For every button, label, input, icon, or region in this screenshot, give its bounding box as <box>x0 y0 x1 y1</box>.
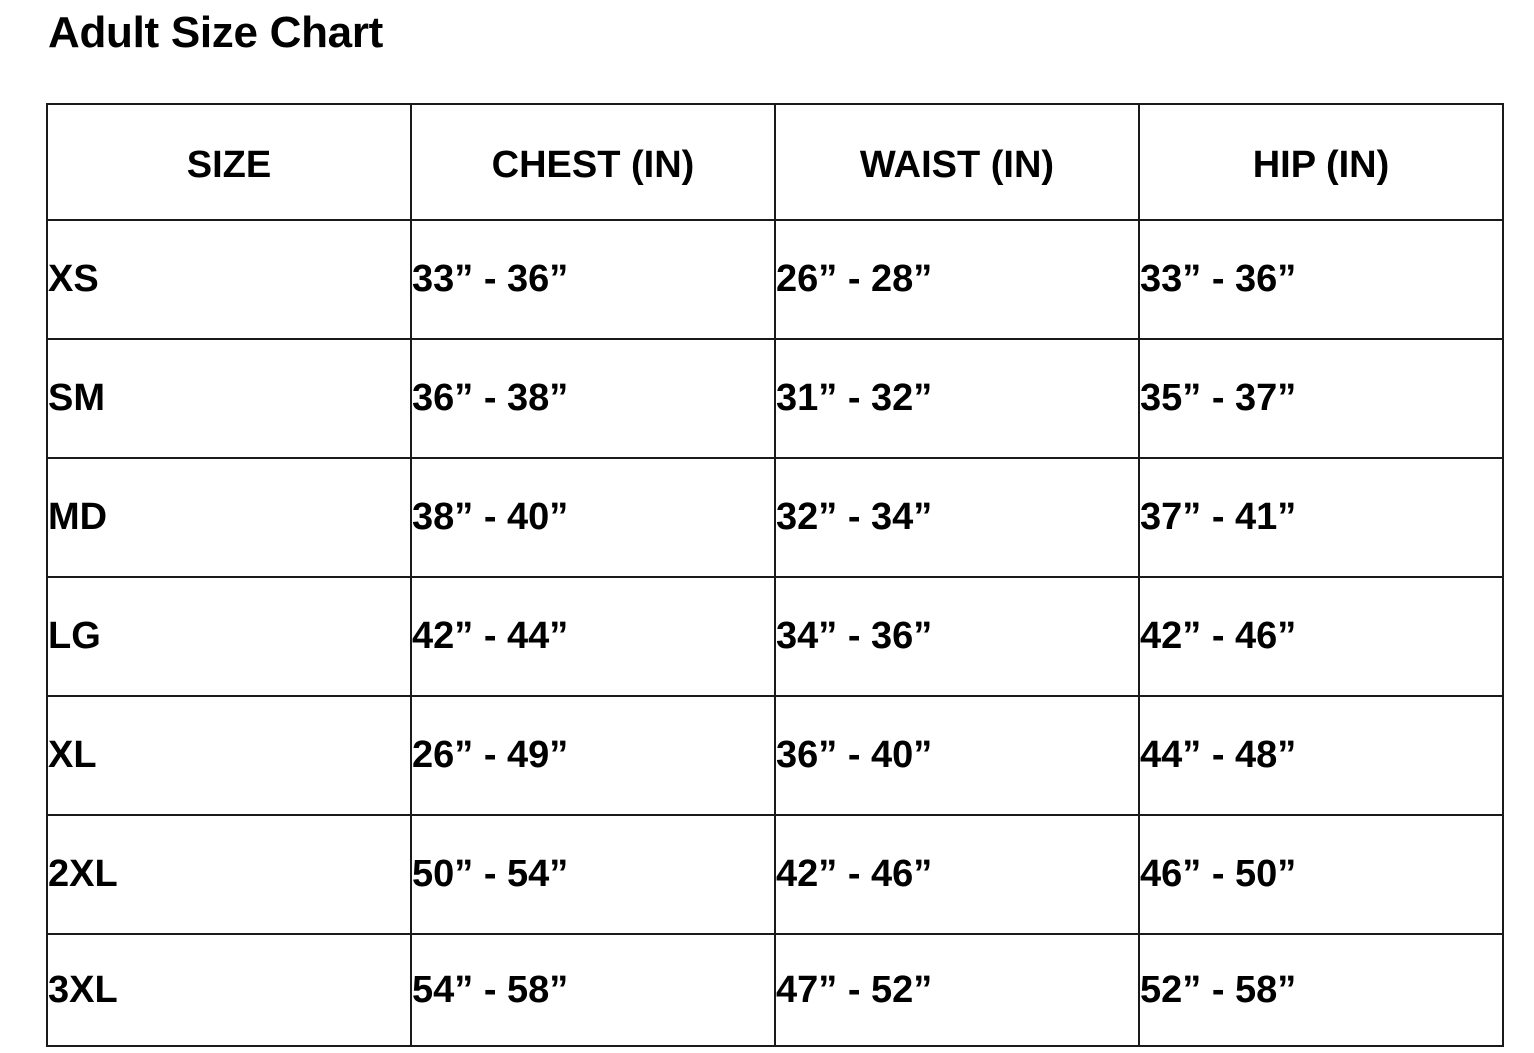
size-cell: MD <box>47 458 411 577</box>
hip-cell: 46” - 50” <box>1139 815 1503 934</box>
size-cell: SM <box>47 339 411 458</box>
table-row <box>47 220 1503 339</box>
column-header-size: SIZE <box>47 104 411 220</box>
hip-cell: 52” - 58” <box>1139 934 1503 1046</box>
size-cell: XS <box>47 220 411 339</box>
table-row <box>47 934 1503 1046</box>
waist-cell: 32” - 34” <box>775 458 1139 577</box>
hip-cell: 35” - 37” <box>1139 339 1503 458</box>
table-row <box>47 458 1503 577</box>
waist-cell: 26” - 28” <box>775 220 1139 339</box>
size-cell: 2XL <box>47 815 411 934</box>
table-row <box>47 577 1503 696</box>
waist-cell: 36” - 40” <box>775 696 1139 815</box>
waist-cell: 42” - 46” <box>775 815 1139 934</box>
hip-cell: 44” - 48” <box>1139 696 1503 815</box>
table-row <box>47 339 1503 458</box>
waist-cell: 31” - 32” <box>775 339 1139 458</box>
table-row <box>47 696 1503 815</box>
hip-cell: 42” - 46” <box>1139 577 1503 696</box>
column-header-hip: HIP (IN) <box>1139 104 1503 220</box>
table-header-row <box>47 104 1503 220</box>
page-title: Adult Size Chart <box>48 8 383 57</box>
size-cell: LG <box>47 577 411 696</box>
chest-cell: 50” - 54” <box>411 815 775 934</box>
chest-cell: 36” - 38” <box>411 339 775 458</box>
table-row <box>47 815 1503 934</box>
column-header-chest: CHEST (IN) <box>411 104 775 220</box>
size-cell: XL <box>47 696 411 815</box>
chest-cell: 42” - 44” <box>411 577 775 696</box>
column-header-waist: WAIST (IN) <box>775 104 1139 220</box>
size-cell: 3XL <box>47 934 411 1046</box>
chest-cell: 38” - 40” <box>411 458 775 577</box>
chest-cell: 33” - 36” <box>411 220 775 339</box>
waist-cell: 47” - 52” <box>775 934 1139 1046</box>
size-chart-table <box>46 103 1504 1047</box>
chest-cell: 26” - 49” <box>411 696 775 815</box>
hip-cell: 33” - 36” <box>1139 220 1503 339</box>
hip-cell: 37” - 41” <box>1139 458 1503 577</box>
chest-cell: 54” - 58” <box>411 934 775 1046</box>
waist-cell: 34” - 36” <box>775 577 1139 696</box>
